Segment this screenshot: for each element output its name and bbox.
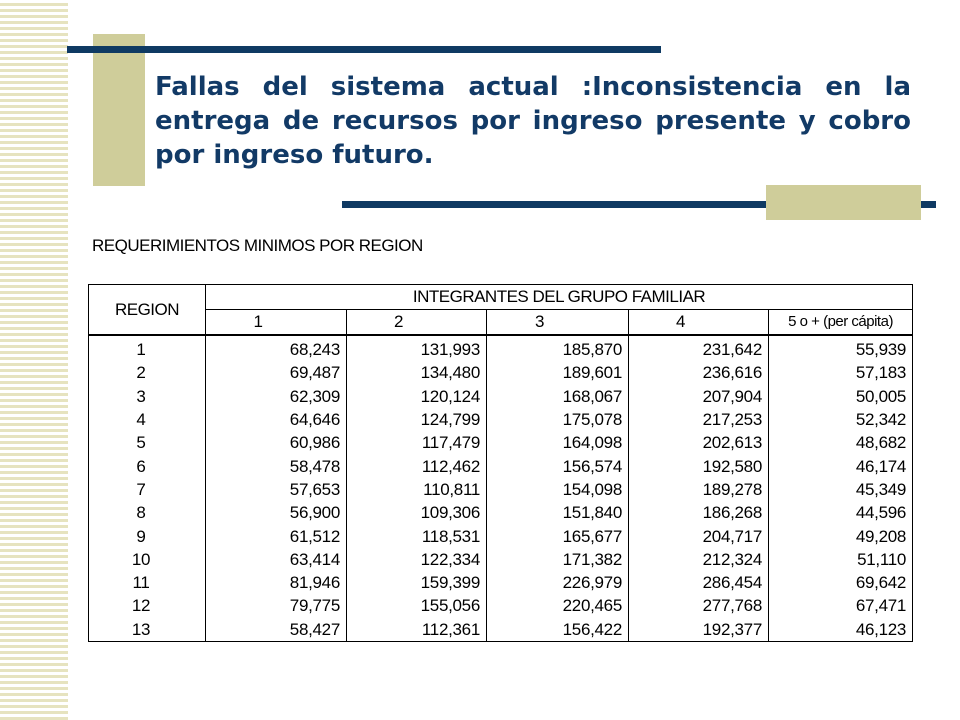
- value-cell: 207,904: [629, 385, 769, 408]
- value-cell: 110,811: [347, 478, 487, 501]
- column-header: 2: [347, 310, 487, 336]
- value-cell: 61,512: [206, 524, 347, 547]
- value-cell: 63,414: [206, 548, 347, 571]
- column-header: 1: [206, 310, 347, 336]
- table-row: [89, 618, 913, 642]
- value-cell: 186,268: [629, 501, 769, 524]
- value-cell: 220,465: [487, 594, 629, 617]
- value-cell: 46,174: [769, 454, 913, 477]
- value-cell: 134,480: [347, 361, 487, 384]
- value-cell: 192,377: [629, 618, 769, 642]
- table-row: [89, 431, 913, 454]
- table-caption: REQUERIMIENTOS MINIMOS POR REGION: [92, 236, 423, 255]
- value-cell: 112,462: [347, 454, 487, 477]
- value-cell: 118,531: [347, 524, 487, 547]
- region-cell: 9: [89, 524, 206, 547]
- table-subheader-row: [89, 310, 913, 336]
- value-cell: 58,478: [206, 454, 347, 477]
- title-accent-block: [93, 34, 145, 186]
- region-cell: 6: [89, 454, 206, 477]
- region-cell: 13: [89, 618, 206, 642]
- region-cell: 8: [89, 501, 206, 524]
- value-cell: 68,243: [206, 335, 347, 361]
- value-cell: 185,870: [487, 335, 629, 361]
- value-cell: 217,253: [629, 408, 769, 431]
- value-cell: 60,986: [206, 431, 347, 454]
- table-row: [89, 361, 913, 384]
- value-cell: 46,123: [769, 618, 913, 642]
- value-cell: 69,487: [206, 361, 347, 384]
- value-cell: 81,946: [206, 571, 347, 594]
- region-cell: 11: [89, 571, 206, 594]
- value-cell: 155,056: [347, 594, 487, 617]
- table-row: [89, 385, 913, 408]
- value-cell: 165,677: [487, 524, 629, 547]
- value-cell: 212,324: [629, 548, 769, 571]
- value-cell: 156,574: [487, 454, 629, 477]
- region-cell: 10: [89, 548, 206, 571]
- value-cell: 175,078: [487, 408, 629, 431]
- value-cell: 226,979: [487, 571, 629, 594]
- table-header-row: [89, 285, 913, 310]
- value-cell: 48,682: [769, 431, 913, 454]
- value-cell: 156,422: [487, 618, 629, 642]
- value-cell: 52,342: [769, 408, 913, 431]
- value-cell: 57,183: [769, 361, 913, 384]
- table-row: [89, 548, 913, 571]
- value-cell: 159,399: [347, 571, 487, 594]
- value-cell: 204,717: [629, 524, 769, 547]
- group-header: INTEGRANTES DEL GRUPO FAMILIAR: [206, 285, 913, 310]
- table-row: [89, 501, 913, 524]
- value-cell: 58,427: [206, 618, 347, 642]
- value-cell: 50,005: [769, 385, 913, 408]
- table-row: [89, 478, 913, 501]
- requirements-table: [88, 284, 913, 642]
- table-row: [89, 594, 913, 617]
- value-cell: 44,596: [769, 501, 913, 524]
- value-cell: 49,208: [769, 524, 913, 547]
- value-cell: 171,382: [487, 548, 629, 571]
- region-cell: 5: [89, 431, 206, 454]
- region-cell: 2: [89, 361, 206, 384]
- value-cell: 189,278: [629, 478, 769, 501]
- table-row: [89, 408, 913, 431]
- value-cell: 168,067: [487, 385, 629, 408]
- table-row: [89, 524, 913, 547]
- slide-title: Fallas del sistema actual :Inconsistencia en la entrega de recursos por ingreso presente y cobro por ingreso futuro.: [155, 72, 911, 170]
- table-row: [89, 571, 913, 594]
- column-header: 4: [629, 310, 769, 336]
- title-accent-box: [766, 185, 921, 220]
- value-cell: 122,334: [347, 548, 487, 571]
- table-body: [89, 335, 913, 641]
- value-cell: 131,993: [347, 335, 487, 361]
- value-cell: 124,799: [347, 408, 487, 431]
- value-cell: 286,454: [629, 571, 769, 594]
- value-cell: 67,471: [769, 594, 913, 617]
- table-row: [89, 335, 913, 361]
- value-cell: 236,616: [629, 361, 769, 384]
- value-cell: 79,775: [206, 594, 347, 617]
- value-cell: 164,098: [487, 431, 629, 454]
- region-cell: 3: [89, 385, 206, 408]
- region-cell: 7: [89, 478, 206, 501]
- region-cell: 1: [89, 335, 206, 361]
- value-cell: 62,309: [206, 385, 347, 408]
- value-cell: 56,900: [206, 501, 347, 524]
- region-cell: 4: [89, 408, 206, 431]
- value-cell: 117,479: [347, 431, 487, 454]
- value-cell: 192,580: [629, 454, 769, 477]
- value-cell: 69,642: [769, 571, 913, 594]
- region-cell: 12: [89, 594, 206, 617]
- value-cell: 57,653: [206, 478, 347, 501]
- title-rule-top: [67, 46, 661, 53]
- decorative-stripe-band: [0, 0, 68, 720]
- value-cell: 112,361: [347, 618, 487, 642]
- value-cell: 51,110: [769, 548, 913, 571]
- value-cell: 189,601: [487, 361, 629, 384]
- value-cell: 231,642: [629, 335, 769, 361]
- value-cell: 277,768: [629, 594, 769, 617]
- column-header: 5 o + (per cápita): [769, 310, 913, 336]
- region-header: REGION: [89, 285, 206, 336]
- value-cell: 151,840: [487, 501, 629, 524]
- value-cell: 120,124: [347, 385, 487, 408]
- value-cell: 202,613: [629, 431, 769, 454]
- value-cell: 154,098: [487, 478, 629, 501]
- value-cell: 109,306: [347, 501, 487, 524]
- value-cell: 45,349: [769, 478, 913, 501]
- value-cell: 55,939: [769, 335, 913, 361]
- column-header: 3: [487, 310, 629, 336]
- table-row: [89, 454, 913, 477]
- value-cell: 64,646: [206, 408, 347, 431]
